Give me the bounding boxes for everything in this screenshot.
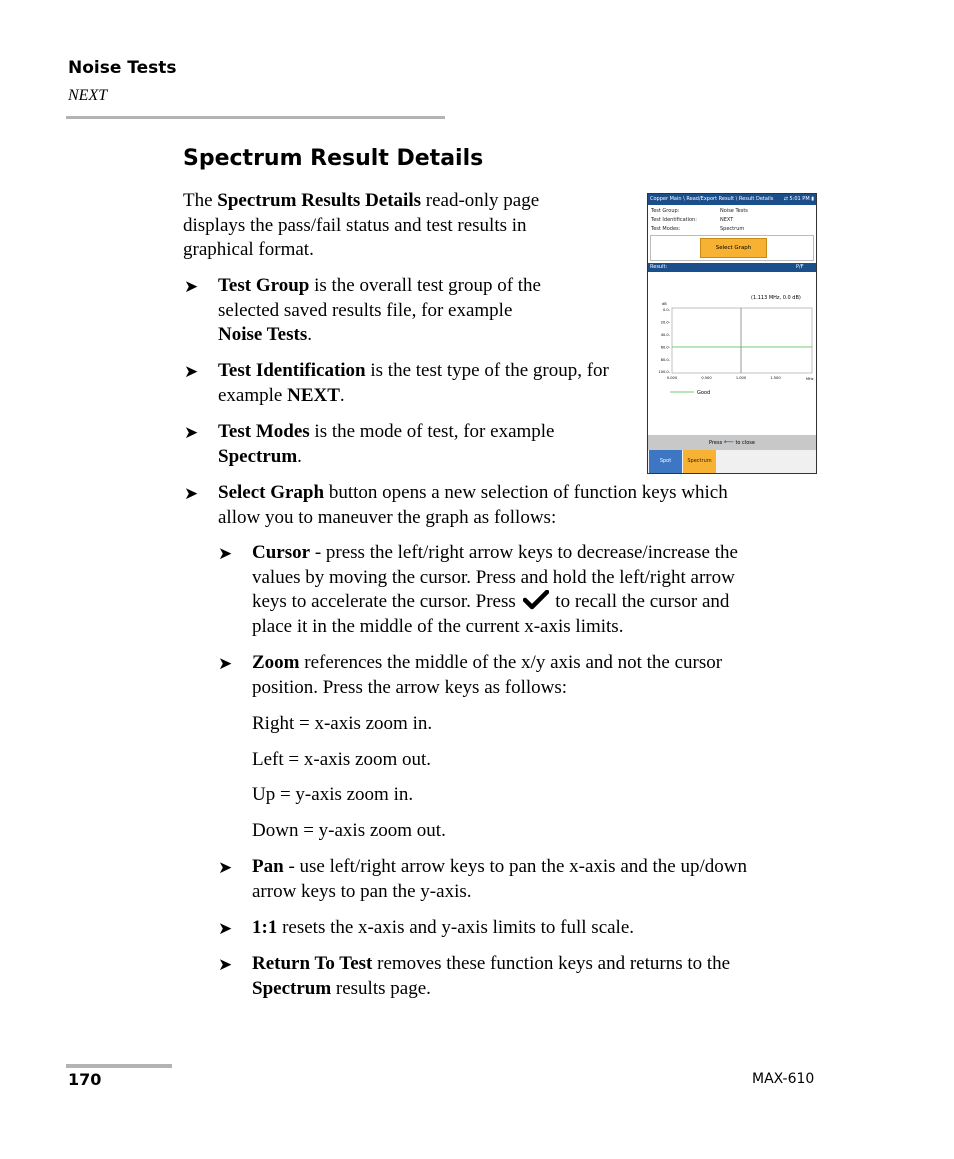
sub-bullet-one-to-one: [252, 916, 634, 941]
bullet-test-modes: Test Modes is the mode of test, for example Spectrum.: [218, 421, 555, 467]
x-tick-label: 0.500: [701, 376, 712, 380]
to-close-text: to close: [735, 440, 755, 446]
close-hint-bar: [648, 435, 816, 450]
y-tick-label: 80.0-: [660, 357, 670, 362]
bullet-bold: Test Identification: [218, 360, 366, 381]
header-subsection: NEXT: [68, 87, 108, 104]
softkey-spectrum[interactable]: Spectrum: [683, 450, 716, 473]
field-value: Noise Tests: [720, 208, 748, 214]
bullet-text: position. Press the arrow keys as follows:: [252, 676, 568, 698]
bullet-text: allow you to maneuver the graph as follows:: [218, 506, 557, 528]
bullet-text: results page.: [331, 977, 431, 999]
bullet-text: removes these function keys and returns to the: [372, 953, 731, 974]
intro-text: graphical format.: [183, 239, 314, 260]
intro-text: displays the pass/fail status and test results in: [183, 214, 527, 236]
bullet-bold: Select Graph: [218, 482, 325, 503]
bullet-example: Noise Tests: [218, 324, 308, 345]
x-tick-label: 0.000: [666, 376, 678, 380]
x-tick-label: 1.500: [770, 376, 781, 380]
y-tick-label: 60.0-: [660, 345, 670, 350]
sub-bullet-arrow-icon: ➤: [218, 544, 233, 564]
bullet-bold: Test Modes: [218, 421, 310, 442]
document-id: MAX-610: [752, 1071, 815, 1087]
bullet-text: resets the x-axis and y-axis limits to full scale.: [277, 917, 635, 938]
bullet-test-group: Test Group is the overall test group of the selected saved results file, for example Noise Tests.: [218, 275, 541, 345]
spectrum-graph: [648, 272, 816, 434]
screenshot-clock: 5:01 PM: [789, 196, 810, 202]
bullet-text: button opens a new selection of function keys which: [324, 482, 728, 503]
sub-bullet-pan: [252, 855, 747, 904]
sub-bullet-zoom: [252, 651, 722, 700]
bullet-text: arrow keys to pan the y-axis.: [252, 880, 472, 902]
bullet-text: to recall the cursor and: [550, 591, 730, 612]
footer-divider: [66, 1064, 172, 1068]
x-unit-label: MHz: [806, 377, 814, 381]
bullet-text: keys to accelerate the cursor. Press: [252, 591, 521, 612]
device-screenshot: [647, 193, 817, 474]
screenshot-field-values: [720, 207, 748, 234]
softkey-bar: [648, 450, 816, 473]
bullet-text: values by moving the cursor. Press and hold the left/right arrow: [252, 566, 735, 588]
bullet-arrow-icon: ➤: [184, 362, 199, 382]
y-tick-label: 0.0-: [662, 308, 670, 313]
bullet-bold: Cursor: [252, 542, 311, 563]
y-unit-label: dB: [662, 302, 667, 306]
field-label: Test Identification:: [651, 217, 697, 223]
screenshot-titlebar: [648, 194, 816, 205]
intro-text: The: [183, 190, 218, 211]
field-label: Test Modes:: [651, 226, 681, 232]
softkey-spot[interactable]: Spot: [649, 450, 682, 473]
bullet-text: is the test type of the group, for: [365, 360, 609, 381]
bullet-text: is the mode of test, for example: [309, 421, 555, 442]
cursor-readout: (1.113 MHz, 0.0 dB): [751, 295, 801, 301]
zoom-down-text: Down = y-axis zoom out.: [252, 820, 446, 841]
sub-bullet-arrow-icon: ➤: [218, 919, 233, 939]
field-value: NEXT: [720, 217, 734, 223]
sub-bullet-cursor: [252, 541, 738, 639]
bullet-arrow-icon: ➤: [184, 484, 199, 504]
screenshot-breadcrumb: Copper Main \ Read/Export Result \ Result Details: [650, 196, 774, 202]
zoom-up-text: Up = y-axis zoom in.: [252, 784, 414, 805]
legend-label: Good: [697, 390, 711, 396]
bullet-bold: Zoom: [252, 652, 300, 673]
header-section-title: Noise Tests: [68, 58, 177, 78]
sync-icon: ⇄: [783, 196, 790, 202]
bullet-text: example: [218, 384, 288, 406]
bullet-text: selected saved results file, for example: [218, 299, 513, 321]
bullet-arrow-icon: ➤: [184, 277, 199, 297]
press-text: Press: [709, 440, 723, 446]
field-value: Spectrum: [720, 226, 745, 232]
intro-paragraph: [183, 189, 583, 263]
bullet-bold: Return To Test: [252, 953, 373, 974]
field-label: Test Group:: [651, 208, 680, 214]
y-tick-label: 100.0-: [658, 370, 670, 375]
bullet-text: place it in the middle of the current x-axis limits.: [252, 615, 624, 637]
bullet-arrow-icon: ➤: [184, 423, 199, 443]
screenshot-field-labels: [651, 207, 697, 234]
bullet-test-identification: Test Identification is the test type of the group, for example NEXT.: [218, 360, 609, 406]
bullet-text: references the middle of the x/y axis and not the cursor: [299, 652, 723, 673]
sub-bullet-arrow-icon: ➤: [218, 858, 233, 878]
x-tick-label: 1.000: [735, 376, 747, 380]
pass-fail-label: P/F: [796, 264, 804, 270]
result-bar: [648, 263, 816, 272]
plot-frame: [672, 308, 812, 373]
sub-bullet-return-to-test: [252, 952, 730, 1001]
zoom-left-text: Left = x-axis zoom out.: [252, 749, 432, 770]
zoom-right-text: Right = x-axis zoom in.: [252, 713, 433, 734]
bullet-text: - use left/right arrow keys to pan the x-axis and the up/down: [283, 856, 747, 877]
bullet-example: Spectrum: [218, 445, 298, 467]
bullet-example: NEXT: [287, 384, 340, 406]
y-tick-label: 20.0-: [660, 320, 670, 325]
sub-bullet-arrow-icon: ➤: [218, 654, 233, 674]
page-number: 170: [68, 1070, 102, 1089]
battery-icon: ▮: [811, 196, 814, 202]
bullet-bold: Test Group: [218, 275, 310, 296]
bullet-text: is the overall test group of the: [309, 275, 541, 296]
y-tick-label: 40.0-: [660, 333, 670, 337]
header-divider: [66, 116, 445, 119]
select-graph-button[interactable]: Select Graph: [700, 238, 767, 258]
bullet-bold: 1:1: [252, 917, 278, 938]
intro-bold: Spectrum Results Details: [217, 190, 421, 211]
return-arrow-icon: ⟵: [723, 438, 734, 446]
intro-text: read-only page: [421, 190, 540, 211]
bullet-text: - press the left/right arrow keys to decrease/increase the: [310, 542, 738, 563]
bullet-select-graph: [218, 481, 728, 530]
result-label: Result:: [650, 264, 668, 270]
sub-bullet-arrow-icon: ➤: [218, 955, 233, 975]
section-title: Spectrum Result Details: [183, 146, 484, 171]
bullet-bold: Pan: [252, 856, 284, 877]
bullet-example: Spectrum: [252, 977, 332, 999]
checkmark-icon: [523, 590, 549, 610]
